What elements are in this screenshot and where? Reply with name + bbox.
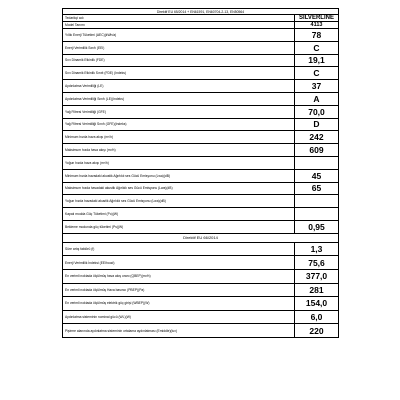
row-label: Enerji Verimlilik Sınıfı (EEI) <box>63 41 295 54</box>
row-value: 1,3 <box>295 242 339 256</box>
table-row <box>63 80 339 93</box>
row-value: 78 <box>295 29 339 42</box>
row-label: Sıvı Dinamik Etkinlik Sınıfı (FDE) (Indeks) <box>63 67 295 80</box>
table-row <box>63 156 339 169</box>
table-row <box>63 29 339 42</box>
section-title: Direktif EU 66/2014 <box>63 233 339 242</box>
table-row <box>63 131 339 144</box>
row-label: Yıllık Enerji Tüketimi (AEC)(kWh/a) <box>63 29 295 42</box>
row-value: 0,95 <box>295 220 339 233</box>
row-value: 281 <box>295 283 339 297</box>
brand-value: SILVERLINE <box>295 15 339 22</box>
row-value <box>295 156 339 169</box>
row-value: 19,1 <box>295 54 339 67</box>
model-row <box>63 22 339 29</box>
row-value: 377,0 <box>295 269 339 283</box>
section-row <box>63 233 339 242</box>
row-label: Minimum hızda havadaki akustik Ağırlıklı ses Gücü Emisyonu (Lwa)(dB) <box>63 169 295 182</box>
table-row <box>63 118 339 131</box>
row-value: 70,0 <box>295 105 339 118</box>
brand-label: Tedarikçi adı <box>63 15 295 22</box>
table-row <box>63 169 339 182</box>
row-label: En verimli noktada ölçülmüş hava akış oranı (QBEP)(m³/h) <box>63 269 295 283</box>
row-value: 154,0 <box>295 297 339 311</box>
table-row <box>63 208 339 221</box>
row-label: Kapalı modda Güç Tüketimi (Po)(W) <box>63 208 295 221</box>
row-label: Enerji Verimlilik İndeksi (EEIhood) <box>63 256 295 270</box>
row-label: Maksimum hızda hava akışı (m³/h) <box>63 144 295 157</box>
row-value: C <box>295 41 339 54</box>
row-value: 37 <box>295 80 339 93</box>
row-label: Pişirme alanında aydınlatma sisteminin ortalama aydınlatması (Emiddle)(lux) <box>63 324 295 338</box>
row-label: Aydınlatma Verimliliği (LE) <box>63 80 295 93</box>
row-label: Aydınlatma Verimliliği Sınıfı (LE)(Indeks) <box>63 92 295 105</box>
row-label: Yoğun hızda hava akışı (m³/h) <box>63 156 295 169</box>
energy-data-table <box>62 8 339 338</box>
table-row <box>63 283 339 297</box>
table-row <box>63 182 339 195</box>
table-row <box>63 195 339 208</box>
row-label: En verimli noktada ölçülmüş Hava basıncı (PBEP)(Pa) <box>63 283 295 297</box>
row-value <box>295 208 339 221</box>
row-value: A <box>295 92 339 105</box>
row-label: Maksimum hızda havadaki akustik Ağırlıklı ses Gücü Emisyonu (Lwa)(dB) <box>63 182 295 195</box>
table-row <box>63 220 339 233</box>
table-row <box>63 92 339 105</box>
model-label: Model Tanımı <box>63 22 295 29</box>
table-row <box>63 105 339 118</box>
row-label: Yoğun hızda havadaki akustik Ağırlıklı ses Gücü Emisyonu (Lwa)(dB) <box>63 195 295 208</box>
table-row <box>63 242 339 256</box>
row-value: 6,0 <box>295 310 339 324</box>
row-value: 65 <box>295 182 339 195</box>
row-value: 75,6 <box>295 256 339 270</box>
table-row <box>63 310 339 324</box>
row-value: 45 <box>295 169 339 182</box>
table-row <box>63 324 339 338</box>
table-row <box>63 67 339 80</box>
row-label: En verimli noktada ölçülmüş elektrik güç girişi (WBEP)(W) <box>63 297 295 311</box>
row-value <box>295 195 339 208</box>
table-row <box>63 269 339 283</box>
row-value: D <box>295 118 339 131</box>
table-row <box>63 256 339 270</box>
row-label: Yağ Filtresi Verimliliği Sınıfı (GFE)(Indeks) <box>63 118 295 131</box>
model-value: 4113 <box>295 22 339 29</box>
row-label: Bekleme modunda güç tüketimi (Ps)(W) <box>63 220 295 233</box>
table-row <box>63 144 339 157</box>
row-label: Aydınlatma sisteminin nominal gücü (WL)(W) <box>63 310 295 324</box>
row-label: Süre artış faktörü (f) <box>63 242 295 256</box>
row-value: 220 <box>295 324 339 338</box>
row-value: 609 <box>295 144 339 157</box>
directive-title: Direktif EU 65/2014 + EN61591, EN60704-2-13, EN50564 <box>63 9 339 15</box>
row-value: C <box>295 67 339 80</box>
row-label: Yağ Filtresi Verimliliği (GFE) <box>63 105 295 118</box>
row-value: 242 <box>295 131 339 144</box>
table-row <box>63 297 339 311</box>
row-label: Sıvı Dinamik Etkinlik (FDE) <box>63 54 295 67</box>
brand-row <box>63 15 339 22</box>
energy-label-sheet <box>62 8 339 394</box>
table-row <box>63 54 339 67</box>
table-row <box>63 41 339 54</box>
row-label: Minimum hızda hava akışı (m³/h) <box>63 131 295 144</box>
